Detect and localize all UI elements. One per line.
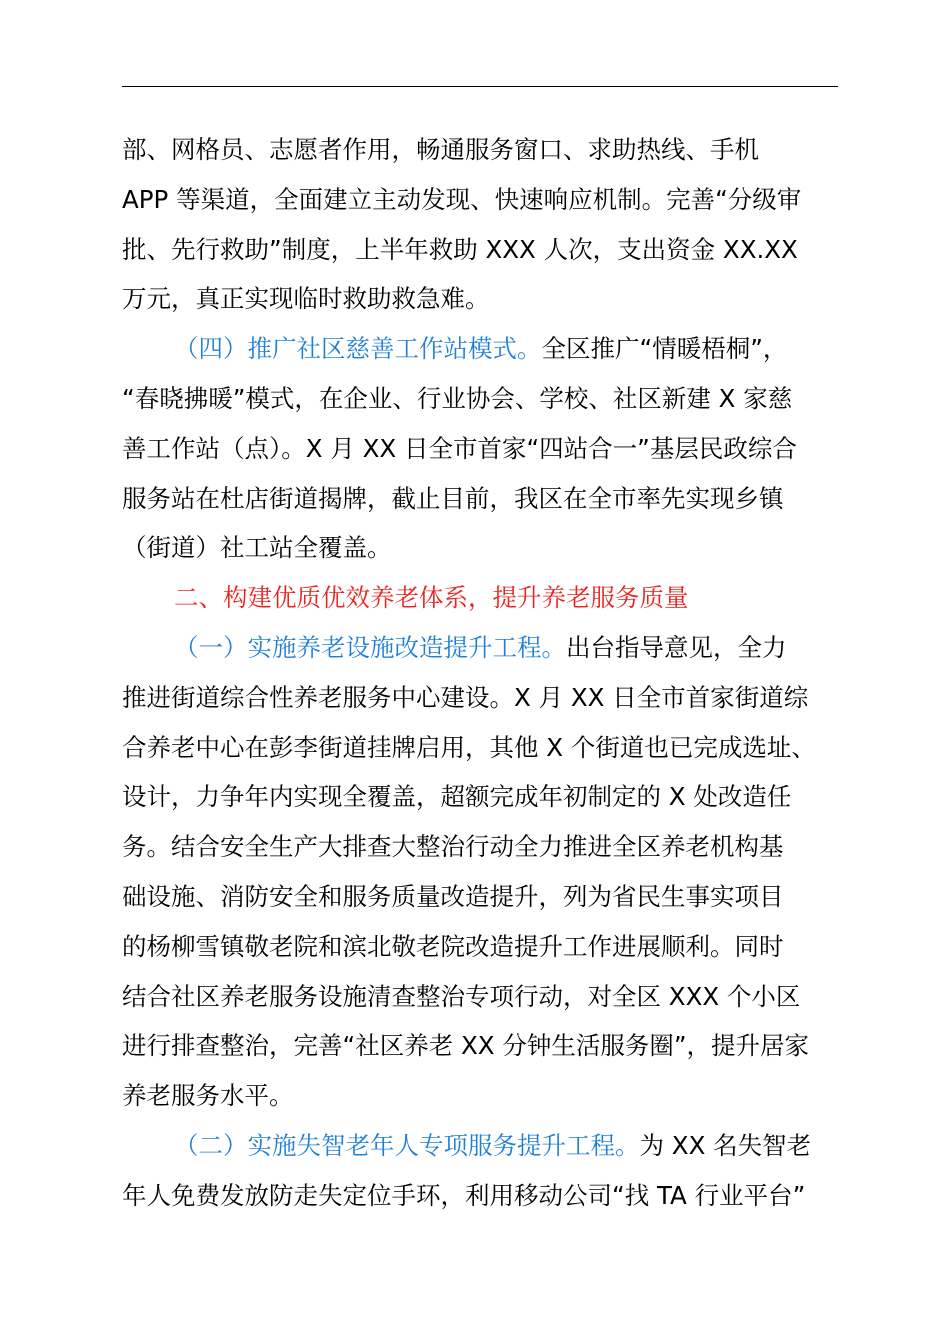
text-line xyxy=(122,623,838,673)
body-text: 结合社区养老服务设施清查整治专项行动，对全区 XXX 个小区 xyxy=(122,981,801,1011)
subheading-4: （四）推广社区慈善工作站模式。 xyxy=(174,334,542,364)
body-text: 的杨柳雪镇敬老院和滨北敬老院改造提升工作进展顺利。同时 xyxy=(122,931,784,961)
body-text: 善工作站（点）。X 月 XX 日全市首家“四站合一”基层民政综合 xyxy=(122,433,797,463)
header-rule xyxy=(122,86,838,87)
body-text: 养老服务水平。 xyxy=(122,1081,294,1111)
body-text: 全区推广“情暖梧桐”， xyxy=(541,334,788,364)
subheading-2: （二）实施失智老年人专项服务提升工程。 xyxy=(174,1130,640,1160)
text-line xyxy=(122,822,838,872)
body-text: 进行排查整治，完善“社区养老 XX 分钟生活服务圈”，提升居家 xyxy=(122,1031,810,1061)
body-text: 年人免费发放防走失定位手环，利用移动公司“找 TA 行业平台” xyxy=(122,1180,806,1210)
text-line xyxy=(122,1121,838,1171)
body-text: APP 等渠道，全面建立主动发现、快速响应机制。完善“分级审 xyxy=(122,184,802,214)
body-text: 服务站在杜店街道揭牌，截止目前，我区在全市率先实现乡镇 xyxy=(122,483,784,513)
text-line xyxy=(122,225,838,275)
body-text: 为 XX 名失智老 xyxy=(639,1130,812,1160)
text-line xyxy=(122,1021,838,1071)
text-line xyxy=(122,673,838,723)
body-text: 万元，真正实现临时救助救急难。 xyxy=(122,284,490,314)
text-line xyxy=(122,274,838,324)
text-line xyxy=(122,474,838,524)
text-line xyxy=(122,573,838,623)
section-heading-2: 二、构建优质优效养老体系，提升养老服务质量 xyxy=(174,583,689,613)
document-body xyxy=(122,125,838,1221)
text-line xyxy=(122,972,838,1022)
text-line xyxy=(122,374,838,424)
body-text: 设计，力争年内实现全覆盖，超额完成年初制定的 X 处改造任 xyxy=(122,782,792,812)
text-line xyxy=(122,872,838,922)
body-text: 务。结合安全生产大排查大整治行动全力推进全区养老机构基 xyxy=(122,832,784,862)
text-line xyxy=(122,922,838,972)
body-text: 批、先行救助”制度，上半年救助 XXX 人次，支出资金 XX.XX xyxy=(122,234,798,264)
body-text: 础设施、消防安全和服务质量改造提升，列为省民生事实项目 xyxy=(122,881,784,911)
text-line xyxy=(122,424,838,474)
text-line xyxy=(122,1171,838,1221)
text-line xyxy=(122,772,838,822)
text-line xyxy=(122,125,838,175)
text-line xyxy=(122,1071,838,1121)
text-line xyxy=(122,723,838,773)
body-text: 合养老中心在彭李街道挂牌启用，其他 X 个街道也已完成选址、 xyxy=(122,732,816,762)
text-line xyxy=(122,523,838,573)
body-text: 部、网格员、志愿者作用，畅通服务窗口、求助热线、手机 xyxy=(122,135,759,164)
body-text: （街道）社工站全覆盖。 xyxy=(122,533,392,563)
text-line xyxy=(122,175,838,225)
body-text: 出台指导意见，全力 xyxy=(566,632,787,662)
subheading-1: （一）实施养老设施改造提升工程。 xyxy=(174,632,566,662)
body-text: 推进街道综合性养老服务中心建设。X 月 XX 日全市首家街道综 xyxy=(122,682,809,712)
body-text: “春晓拂暖”模式，在企业、行业协会、学校、社区新建 X 家慈 xyxy=(122,383,793,413)
text-line xyxy=(122,324,838,374)
